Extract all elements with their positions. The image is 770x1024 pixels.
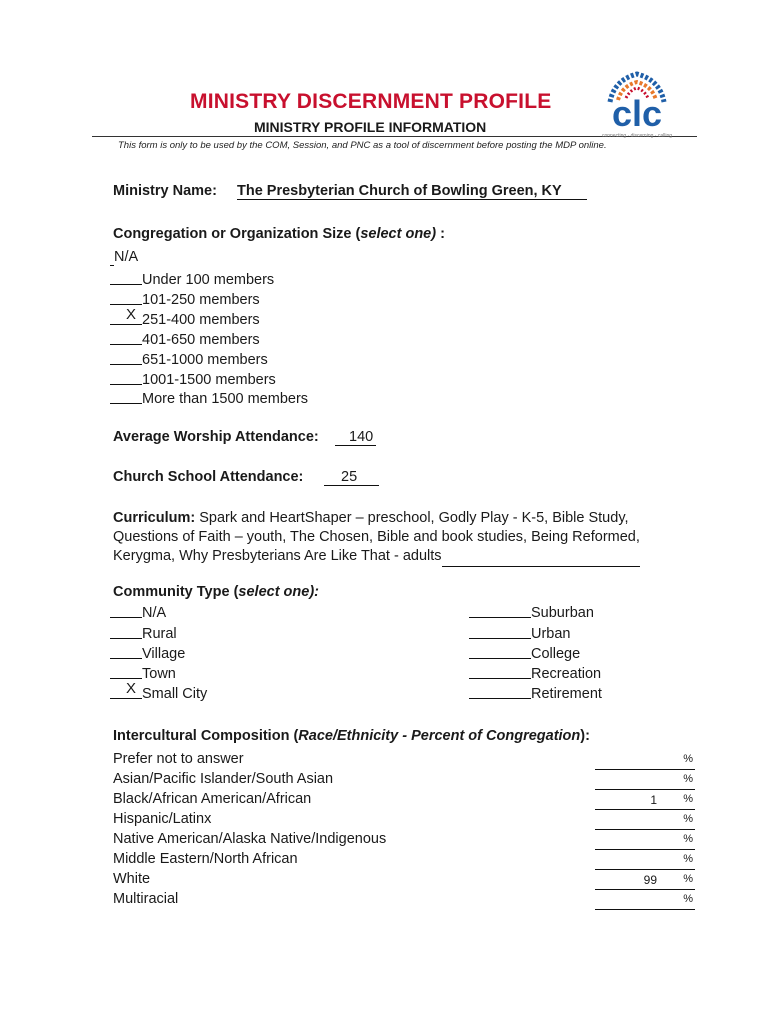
ethnicity-label: White	[113, 871, 151, 887]
list-item	[113, 751, 695, 771]
page-title: MINISTRY DISCERNMENT PROFILE	[190, 90, 552, 113]
checkbox-blank[interactable]	[110, 370, 142, 385]
percent-input-line[interactable]	[595, 789, 695, 790]
list-item	[113, 771, 695, 791]
checkbox-blank[interactable]	[110, 644, 142, 659]
percent-input-line[interactable]	[595, 849, 695, 850]
size-option-na[interactable]: N/A	[110, 249, 138, 266]
clc-logo	[592, 66, 682, 140]
percent-symbol: %	[683, 813, 693, 825]
checkbox-blank[interactable]	[110, 664, 142, 679]
ethnicity-label: Black/African American/African	[113, 791, 312, 807]
community-option-na[interactable]: N/A	[110, 603, 166, 621]
percent-input-line[interactable]	[595, 909, 695, 910]
page-subtitle: MINISTRY PROFILE INFORMATION	[254, 119, 487, 135]
percent-symbol: %	[683, 753, 693, 765]
checkbox-blank[interactable]	[469, 624, 531, 639]
worship-attendance-field[interactable]	[335, 429, 376, 446]
curriculum-line-3: Kerygma, Why Presbyterians Are Like That - adults	[113, 548, 442, 564]
community-option-recreation[interactable]: Recreation	[469, 664, 601, 682]
percent-symbol: %	[683, 833, 693, 845]
curriculum-line-1: Spark and HeartShaper – preschool, Godly Play - K-5, Bible Study,	[199, 510, 629, 526]
community-option-suburban[interactable]: Suburban	[469, 603, 594, 621]
ethnicity-label: Middle Eastern/North African	[113, 851, 298, 867]
percent-symbol: %	[683, 853, 693, 865]
ministry-name-value[interactable]	[237, 183, 587, 200]
ministry-name-label: Ministry Name:	[113, 183, 217, 199]
percent-symbol: %	[683, 773, 693, 785]
checkbox-blank[interactable]	[110, 603, 142, 618]
size-option-401-650[interactable]: 401-650 members	[110, 330, 260, 348]
checkbox-blank[interactable]	[110, 270, 142, 285]
community-option-urban[interactable]: Urban	[469, 624, 571, 642]
size-option-251-400[interactable]: X 251-400 members	[110, 310, 260, 328]
selected-x-icon: X	[126, 680, 137, 697]
logo-wordmark: clc	[611, 93, 663, 134]
community-option-retirement[interactable]: Retirement	[469, 684, 602, 702]
ethnicity-label: Asian/Pacific Islander/South Asian	[113, 771, 334, 787]
size-heading: Congregation or Organization Size (select one) :	[113, 226, 445, 242]
ethnicity-label: Prefer not to answer	[113, 751, 244, 767]
checkbox-blank[interactable]	[110, 389, 142, 404]
size-option-101-250[interactable]: 101-250 members	[110, 290, 260, 308]
checkbox-blank[interactable]	[110, 330, 142, 345]
size-option-1001-1500[interactable]: 1001-1500 members	[110, 370, 276, 388]
list-item	[113, 831, 695, 851]
list-item	[113, 891, 695, 911]
size-option-651-1000[interactable]: 651-1000 members	[110, 350, 268, 368]
percent-input-line[interactable]	[595, 829, 695, 830]
list-item	[113, 851, 695, 871]
school-attendance-field[interactable]	[324, 469, 379, 486]
percent-symbol: %	[683, 893, 693, 905]
community-heading: Community Type (select one):	[113, 584, 319, 600]
list-item	[113, 791, 695, 811]
checkbox-blank[interactable]	[469, 684, 531, 699]
percent-value[interactable]: 1	[650, 793, 657, 807]
community-option-town[interactable]: Town	[110, 664, 176, 682]
percent-input-line[interactable]	[595, 809, 695, 810]
percent-symbol: %	[683, 873, 693, 885]
school-attendance-value: 25	[324, 469, 379, 486]
usage-note: This form is only to be used by the COM, Session, and PNC as a tool of discernment before posting the MDP online.	[118, 140, 607, 151]
checkbox-blank[interactable]	[469, 603, 531, 618]
ethnicity-label: Multiracial	[113, 891, 179, 907]
size-option-under-100[interactable]: Under 100 members	[110, 270, 274, 288]
ministry-name-underline	[562, 183, 587, 200]
ethnicity-label: Native American/Alaska Native/Indigenous	[113, 831, 387, 847]
curriculum-line-2: Questions of Faith – youth, The Chosen, Bible and book studies, Being Reformed,	[113, 529, 640, 545]
size-option-over-1500[interactable]: More than 1500 members	[110, 389, 308, 407]
checkbox-blank[interactable]	[110, 350, 142, 365]
percent-symbol: %	[683, 793, 693, 805]
percent-value[interactable]: 99	[643, 873, 657, 887]
checkbox-blank[interactable]	[110, 624, 142, 639]
community-option-college[interactable]: College	[469, 644, 580, 662]
curriculum-label: Curriculum:	[113, 510, 196, 526]
community-option-rural[interactable]: Rural	[110, 624, 177, 642]
intercultural-heading: Intercultural Composition (Race/Ethnicity - Percent of Congregation):	[113, 728, 590, 744]
percent-input-line[interactable]	[595, 889, 695, 890]
checkbox-blank[interactable]	[110, 306, 142, 325]
ethnicity-label: Hispanic/Latinx	[113, 811, 212, 827]
list-item	[113, 811, 695, 831]
logo-tagline: connecting · discerning · calling	[601, 133, 673, 139]
school-attendance-label: Church School Attendance:	[113, 469, 304, 485]
percent-input-line[interactable]	[595, 769, 695, 770]
worship-attendance-value: 140	[335, 429, 376, 446]
worship-attendance-label: Average Worship Attendance:	[113, 429, 319, 445]
community-option-small-city[interactable]: X Small City	[110, 684, 207, 702]
selected-x-icon: X	[126, 306, 137, 323]
ministry-name-text: The Presbyterian Church of Bowling Green, KY	[237, 183, 562, 199]
checkbox-blank[interactable]	[110, 290, 142, 305]
checkbox-blank[interactable]	[469, 664, 531, 679]
checkbox-blank[interactable]	[469, 644, 531, 659]
list-item	[113, 871, 695, 891]
percent-input-line[interactable]	[595, 869, 695, 870]
curriculum-block	[113, 509, 673, 567]
checkbox-blank[interactable]	[110, 680, 142, 699]
community-option-village[interactable]: Village	[110, 644, 185, 662]
curriculum-underline[interactable]	[442, 547, 640, 567]
